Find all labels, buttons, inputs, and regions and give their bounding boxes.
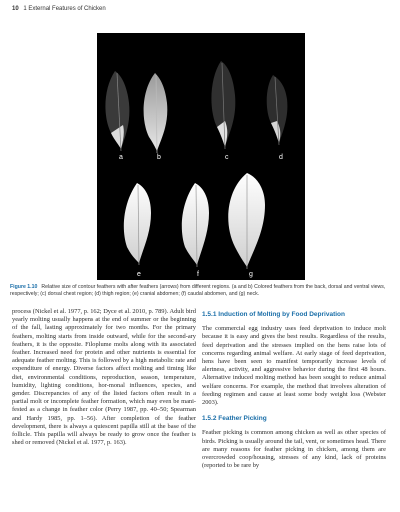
caption-text: Relative size of contour feathers with after feathers (arrows) from different regions. (a and b) Colored feathers from the back, dorsal and ventral views, respectively; (c) dorsal chest region; (d) thigh region; (e) cranial abdomen; (f) caudal abdomen, and (g) neck. — [10, 284, 386, 297]
feather-a — [105, 71, 129, 151]
label-a: a — [119, 154, 123, 161]
figure-caption — [10, 284, 390, 298]
section-heading-1-5-2: 1.5.2 Feather Picking — [202, 415, 267, 423]
feather-f — [182, 183, 209, 267]
caption-number: Figure 1.10 — [10, 284, 38, 290]
page-number: 10 — [12, 6, 19, 12]
feather-photo — [97, 33, 305, 280]
section-1-5-1-text: The commercial egg industry uses feed deprivation to induce molt because it is easy and gives the best results. Regardless of the results, feed deprivation and the stresses implied on the hens raise lots of concerns regarding animal welfare. At early stage of feed deprivation, hens have been seen to manifest temporarily increase levels of alertness, activity, and aggressive behavior during the first 48 hours. Alternative induced molting method has been sought to reduce animal welfare concerns. For example, the method that involves alteration of feeding regimen and cause at least some body weight loss (Webster 2003). — [202, 325, 386, 407]
feather-g — [228, 173, 265, 269]
label-b: b — [157, 154, 161, 161]
section-1-5-2-text: Feather picking is common among chicken as well as other species of birds. Picking is usually around the tail, vent, or sometimes head. There are many reasons for feather picking in chicken, among them are overcrowded coop/housing, stresses of any kind, lack of proteins (reported to be rare by — [202, 429, 386, 470]
feather-b — [144, 73, 168, 153]
label-e: e — [137, 271, 141, 278]
left-column — [12, 308, 196, 455]
right-column — [202, 308, 386, 478]
feather-c — [211, 61, 235, 149]
label-d: d — [279, 154, 283, 161]
label-g: g — [249, 271, 253, 278]
left-paragraph: process (Nickel et al. 1977, p. 162; Dyce et al. 2010, p. 789). Adult bird yearly molting usually happens at the end of summer or the beginning of the fall, lasting approximately for two months. For the primary feathers, molting starts from inside outward, while for the second-ary feathers, it is the opposite. Filoplume molts along with its associated feather. Increased need for protein and other nutrients is essential for adequate feather molting. This is followed by a high metabolic rate and expenditure of energy. Diverse factors affect molting and timing like diet, environmental conditions, reproduction, season, temperature, humidity, lighting conditions, hor-monal influences, species, and gender. Discrepancies of any of the listed factors often result in a partial molt or incomplete feather formation, which may even be mani-fested as a change in feather color (Perry 1987, pp. 40–50; Spearman and Hardy 1985, pp. 1–56). After completion of the feather development, there is always a quiescent papilla still at the base of the follicle. This papilla will always be ready to grow once the feather is shed or removed (Nickel et al. 1977, p. 163). — [12, 308, 196, 447]
label-f: f — [197, 271, 199, 278]
running-header — [12, 6, 106, 12]
feather-figure — [97, 33, 305, 280]
label-c: c — [225, 154, 229, 161]
feather-d — [267, 75, 288, 145]
feather-e — [124, 183, 151, 265]
running-title: 1 External Features of Chicken — [23, 6, 106, 12]
section-heading-1-5-1: 1.5.1 Induction of Molting by Food Deprivation — [202, 311, 345, 318]
